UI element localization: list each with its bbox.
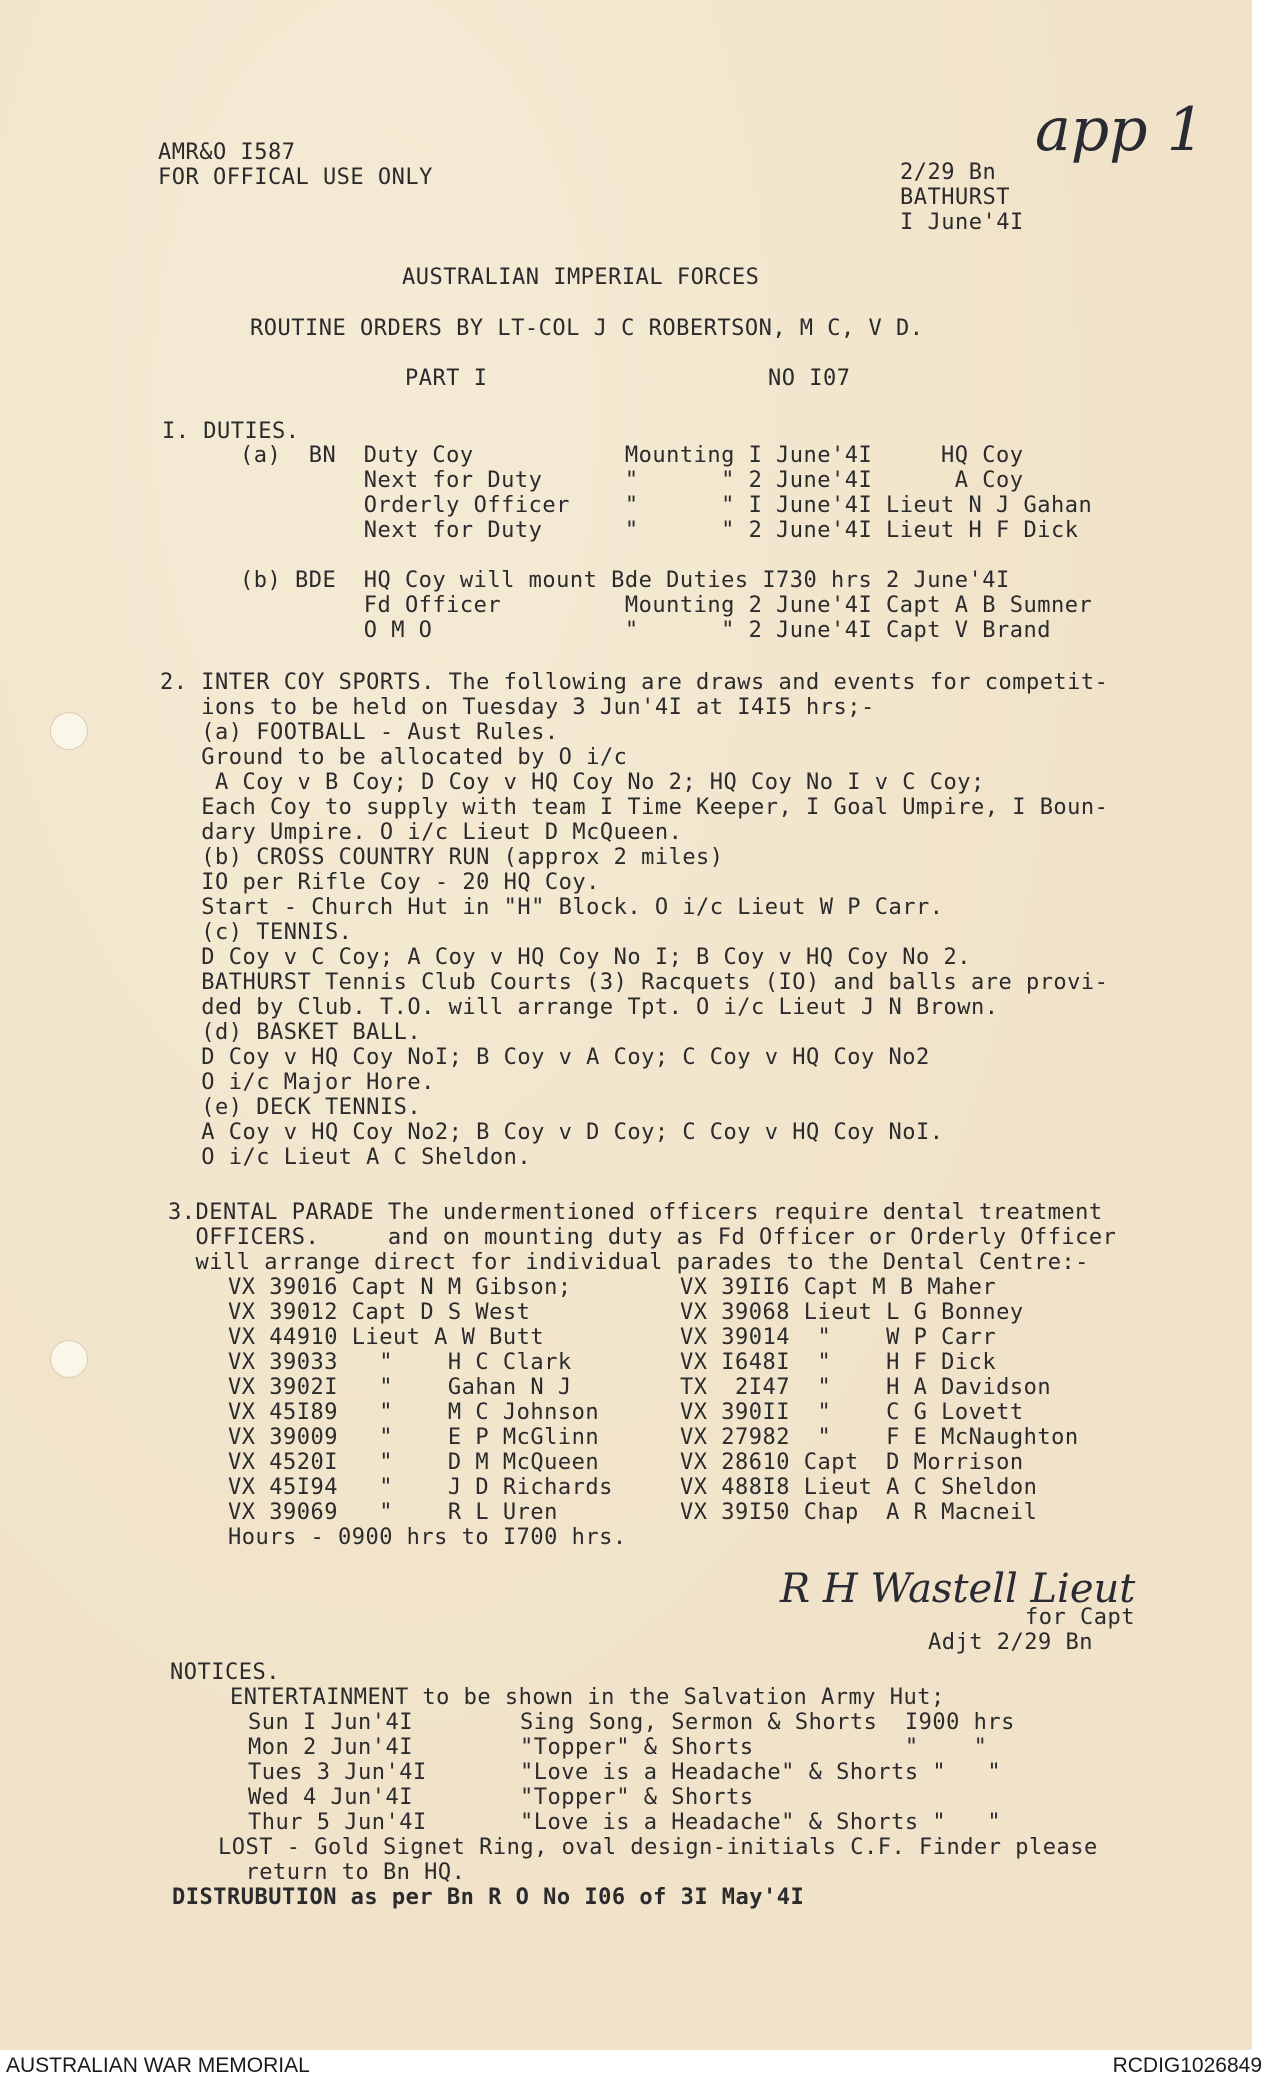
dental-intro: will arrange direct for individual parades to the Dental Centre:- — [168, 1250, 1089, 1275]
officer-entry: VX 39009 " E P McGlinn — [228, 1425, 600, 1450]
notices-heading: NOTICES. — [170, 1660, 280, 1685]
officer-entry: VX 39I50 Chap A R Macneil — [680, 1500, 1038, 1525]
entertainment-line: ENTERTAINMENT to be shown in the Salvation Army Hut; — [230, 1685, 945, 1710]
officer-entry: VX 39069 " R L Uren — [228, 1500, 558, 1525]
schedule-program: Sing Song, Sermon & Shorts I900 hrs — [520, 1710, 1015, 1735]
lost-notice: LOST - Gold Signet Ring, oval design-initials C.F. Finder please — [218, 1835, 1098, 1860]
sports-line: A Coy v HQ Coy No2; B Coy v D Coy; C Coy v HQ Coy NoI. — [160, 1120, 944, 1145]
officer-entry: VX 39012 Capt D S West — [228, 1300, 531, 1325]
schedule-day: Wed 4 Jun'4I — [248, 1785, 413, 1810]
sports-line: (c) TENNIS. — [160, 920, 353, 945]
part-label: PART I — [405, 366, 488, 391]
distribution-line: DISTRUBUTION as per Bn R O No I06 of 3I May'4I — [172, 1885, 805, 1910]
title-line-2: ROUTINE ORDERS BY LT-COL J C ROBERTSON, M C, V D. — [250, 316, 924, 341]
sports-line: dary Umpire. O i/c Lieut D McQueen. — [160, 820, 683, 845]
sports-line: Start - Church Hut in "H" Block. O i/c Lieut W P Carr. — [160, 895, 944, 920]
schedule-program: "Topper" & Shorts " " — [520, 1735, 988, 1760]
sports-line: 2. INTER COY SPORTS. The following are draws and events for competit- — [160, 670, 1109, 695]
archive-name: AUSTRALIAN WAR MEMORIAL — [6, 2054, 310, 2077]
order-number: NO I07 — [768, 366, 851, 391]
handwritten-annotation: app 1 — [1035, 95, 1205, 165]
officer-entry: VX 390II " C G Lovett — [680, 1400, 1024, 1425]
officer-entry: VX 45I89 " M C Johnson — [228, 1400, 600, 1425]
sports-line: (d) BASKET BALL. — [160, 1020, 422, 1045]
officer-entry: VX 45I94 " J D Richards — [228, 1475, 613, 1500]
sports-line: O i/c Lieut A C Sheldon. — [160, 1145, 532, 1170]
classification: FOR OFFICAL USE ONLY — [158, 165, 433, 190]
sports-line: ions to be held on Tuesday 3 Jun'4I at I4I5 hrs;- — [160, 695, 875, 720]
lost-notice-return: return to Bn HQ. — [218, 1860, 466, 1885]
officer-entry: VX 3902I " Gahan N J — [228, 1375, 572, 1400]
sports-line: Each Coy to supply with team I Time Keeper, I Goal Umpire, I Boun- — [160, 795, 1109, 820]
sports-line: BATHURST Tennis Club Courts (3) Racquets (IO) and balls are provi- — [160, 970, 1109, 995]
title-line-1: AUSTRALIAN IMPERIAL FORCES — [402, 265, 760, 290]
schedule-program: "Love is a Headache" & Shorts " " — [520, 1810, 1002, 1835]
officer-entry: VX 39033 " H C Clark — [228, 1350, 572, 1375]
sports-line: ded by Club. T.O. will arrange Tpt. O i/c Lieut J N Brown. — [160, 995, 999, 1020]
handwritten-signature: R H Wastell Lieut — [780, 1566, 1136, 1612]
duty-line: (b) BDE HQ Coy will mount Bde Duties I730 hrs 2 June'4I — [240, 568, 1010, 593]
officer-entry: VX I648I " H F Dick — [680, 1350, 997, 1375]
sports-line: IO per Rifle Coy - 20 HQ Coy. — [160, 870, 600, 895]
dental-intro: 3.DENTAL PARADE The undermentioned officers require dental treatment — [168, 1200, 1103, 1225]
date: I June'4I — [900, 210, 1024, 235]
schedule-day: Tues 3 Jun'4I — [248, 1760, 427, 1785]
officer-entry: VX 39016 Capt N M Gibson; — [228, 1275, 572, 1300]
place: BATHURST — [900, 185, 1010, 210]
duty-line: (a) BN Duty Coy Mounting I June'4I HQ Coy — [240, 443, 1024, 468]
officer-entry: TX 2I47 " H A Davidson — [680, 1375, 1052, 1400]
dental-hours: Hours - 0900 hrs to I700 hrs. — [228, 1525, 627, 1550]
punch-hole — [50, 1340, 88, 1378]
sports-line: (b) CROSS COUNTRY RUN (approx 2 miles) — [160, 845, 724, 870]
officer-entry: VX 488I8 Lieut A C Sheldon — [680, 1475, 1038, 1500]
duty-line: Fd Officer Mounting 2 June'4I Capt A B Sumner — [240, 593, 1093, 618]
officer-entry: VX 44910 Lieut A W Butt — [228, 1325, 545, 1350]
unit: 2/29 Bn — [900, 160, 997, 185]
schedule-program: "Love is a Headache" & Shorts " " — [520, 1760, 1002, 1785]
sports-line: Ground to be allocated by O i/c — [160, 745, 628, 770]
sports-line: D Coy v HQ Coy NoI; B Coy v A Coy; C Coy v HQ Coy No2 — [160, 1045, 930, 1070]
duties-heading: I. DUTIES. — [162, 419, 300, 444]
punch-hole — [50, 712, 88, 750]
sports-line: (a) FOOTBALL - Aust Rules. — [160, 720, 559, 745]
officer-entry: VX 39II6 Capt M B Maher — [680, 1275, 997, 1300]
for-capt: for Capt — [1025, 1605, 1135, 1630]
archive-id: RCDIG1026849 — [1112, 2054, 1262, 2077]
archive-footer — [0, 2050, 1284, 2082]
dental-intro: OFFICERS. and on mounting duty as Fd Officer or Orderly Officer — [168, 1225, 1117, 1250]
duty-line: O M O " " 2 June'4I Capt V Brand — [240, 618, 1051, 643]
schedule-day: Mon 2 Jun'4I — [248, 1735, 413, 1760]
officer-entry: VX 39014 " W P Carr — [680, 1325, 997, 1350]
schedule-program: "Topper" & Shorts — [520, 1785, 754, 1810]
duty-line: Orderly Officer " " I June'4I Lieut N J Gahan — [240, 493, 1093, 518]
officer-entry: VX 27982 " F E McNaughton — [680, 1425, 1079, 1450]
duty-line: Next for Duty " " 2 June'4I Lieut H F Dick — [240, 518, 1079, 543]
sports-line: O i/c Major Hore. — [160, 1070, 435, 1095]
officer-entry: VX 28610 Capt D Morrison — [680, 1450, 1024, 1475]
sports-line: D Coy v C Coy; A Coy v HQ Coy No I; B Coy v HQ Coy No 2. — [160, 945, 971, 970]
reference-number: AMR&O I587 — [158, 140, 296, 165]
duty-line: Next for Duty " " 2 June'4I A Coy — [240, 468, 1024, 493]
schedule-day: Thur 5 Jun'4I — [248, 1810, 427, 1835]
adjutant: Adjt 2/29 Bn — [928, 1630, 1093, 1655]
schedule-day: Sun I Jun'4I — [248, 1710, 413, 1735]
officer-entry: VX 39068 Lieut L G Bonney — [680, 1300, 1024, 1325]
sports-line: A Coy v B Coy; D Coy v HQ Coy No 2; HQ Coy No I v C Coy; — [160, 770, 985, 795]
officer-entry: VX 4520I " D M McQueen — [228, 1450, 600, 1475]
sports-line: (e) DECK TENNIS. — [160, 1095, 422, 1120]
